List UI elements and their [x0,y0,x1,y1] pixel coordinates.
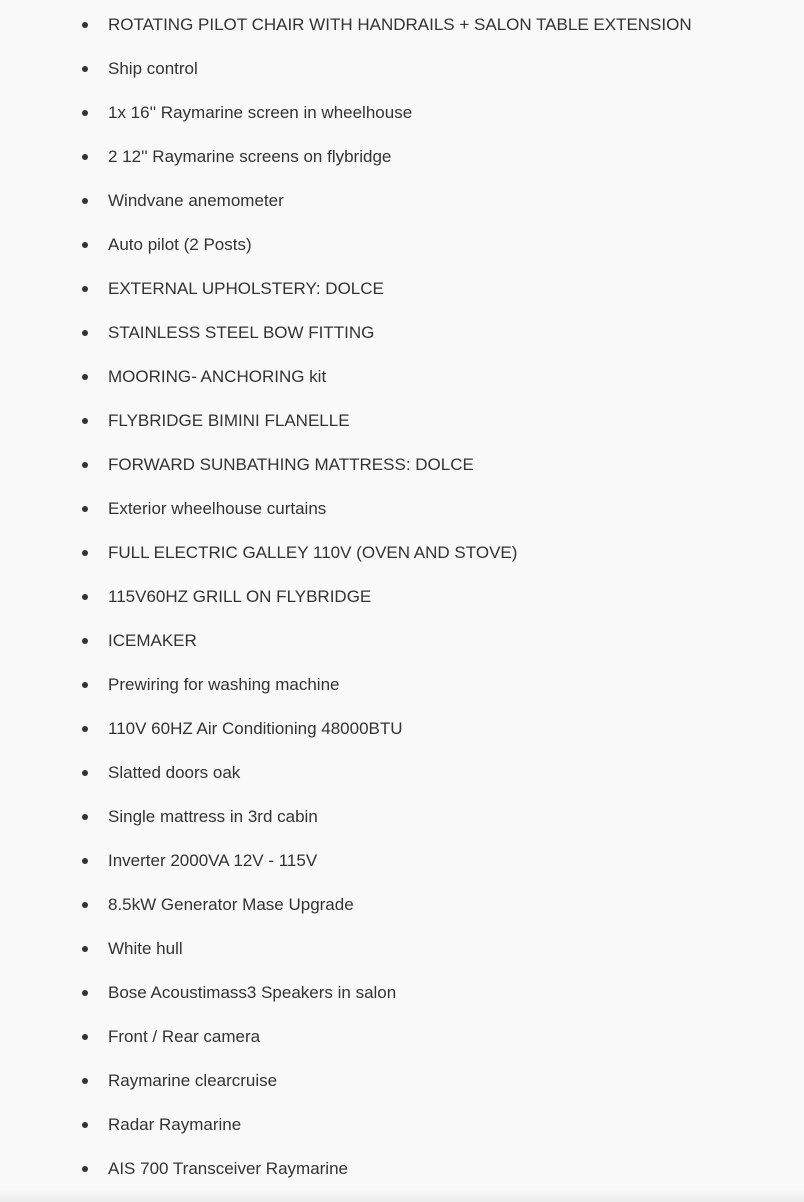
feature-label: 8.5kW Generator Mase Upgrade [108,895,354,914]
feature-label: Exterior wheelhouse curtains [108,499,327,518]
list-item [0,267,804,311]
bullet-icon [82,418,88,424]
list-item [0,751,804,795]
feature-label: Prewiring for washing machine [108,675,340,694]
feature-label: Inverter 2000VA 12V - 115V [108,851,318,870]
bullet-icon [82,286,88,292]
list-item [0,355,804,399]
feature-label: Radar Raymarine [108,1115,242,1134]
feature-label: EXTERNAL UPHOLSTERY: DOLCE [108,279,384,298]
bullet-icon [82,242,88,248]
feature-label: FULL ELECTRIC GALLEY 110V (OVEN AND STOVE) [108,543,518,562]
bullet-icon [82,462,88,468]
feature-label: Windvane anemometer [108,191,284,210]
bullet-icon [82,638,88,644]
list-item [0,883,804,927]
list-item [0,399,804,443]
list-item [0,179,804,223]
feature-label: Ship control [108,59,198,78]
bullet-icon [82,770,88,776]
feature-label: Slatted doors oak [108,763,241,782]
bullet-icon [82,550,88,556]
list-item [0,1015,804,1059]
list-item [0,927,804,971]
feature-label: FORWARD SUNBATHING MATTRESS: DOLCE [108,455,474,474]
bullet-icon [82,726,88,732]
bullet-icon [82,506,88,512]
bullet-icon [82,1078,88,1084]
bullet-icon [82,198,88,204]
list-item [0,971,804,1015]
list-item [0,311,804,355]
bullet-icon [82,22,88,28]
feature-label: ROTATING PILOT CHAIR WITH HANDRAILS + SALON TABLE EXTENSION [108,15,692,34]
bullet-icon [82,946,88,952]
feature-label: AIS 700 Transceiver Raymarine [108,1159,348,1178]
bullet-icon [82,330,88,336]
list-item [0,443,804,487]
feature-label: Auto pilot (2 Posts) [108,235,252,254]
bullet-icon [82,374,88,380]
list-item [0,531,804,575]
bullet-icon [82,66,88,72]
bullet-icon [82,1122,88,1128]
list-item [0,1103,804,1147]
list-item [0,3,804,47]
feature-label: Single mattress in 3rd cabin [108,807,318,826]
feature-label: Front / Rear camera [108,1027,261,1046]
feature-label: MOORING- ANCHORING kit [108,367,327,386]
bullet-icon [82,902,88,908]
list-item [0,575,804,619]
bottom-fade [0,1190,804,1202]
feature-label: 1x 16'' Raymarine screen in wheelhouse [108,103,413,122]
bullet-icon [82,1166,88,1172]
bullet-icon [82,1034,88,1040]
bullet-icon [82,858,88,864]
list-item [0,707,804,751]
list-item [0,795,804,839]
bullet-icon [82,594,88,600]
list-item [0,839,804,883]
feature-label: Raymarine clearcruise [108,1071,278,1090]
feature-label: 115V60HZ GRILL ON FLYBRIDGE [108,587,372,606]
list-item [0,223,804,267]
features-list [0,3,804,1191]
bullet-icon [82,990,88,996]
list-item [0,619,804,663]
feature-label: 110V 60HZ Air Conditioning 48000BTU [108,719,403,738]
list-item [0,663,804,707]
bullet-icon [82,110,88,116]
feature-label: STAINLESS STEEL BOW FITTING [108,323,375,342]
bullet-icon [82,682,88,688]
list-item [0,47,804,91]
bullet-icon [82,814,88,820]
feature-label: Bose Acoustimass3 Speakers in salon [108,983,397,1002]
feature-label: FLYBRIDGE BIMINI FLANELLE [108,411,350,430]
list-item [0,1059,804,1103]
list-item [0,1147,804,1191]
list-item [0,135,804,179]
feature-label: White hull [108,939,183,958]
list-item [0,487,804,531]
feature-label: ICEMAKER [108,631,197,650]
list-item [0,91,804,135]
feature-label: 2 12'' Raymarine screens on flybridge [108,147,392,166]
bullet-icon [82,154,88,160]
